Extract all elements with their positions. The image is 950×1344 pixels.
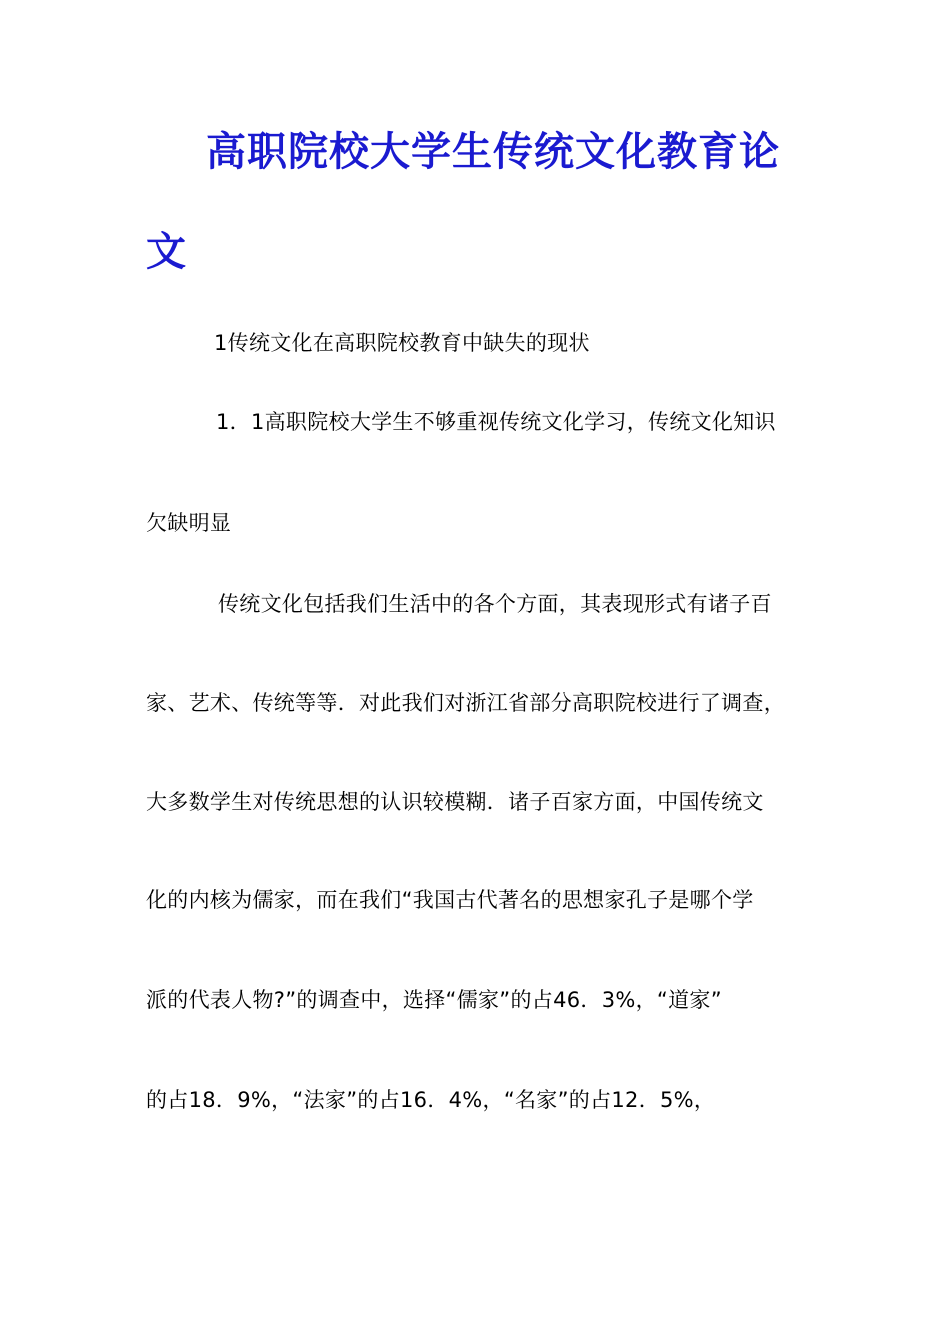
subsection-heading-line-2: 欠缺明显	[146, 511, 232, 535]
paragraph-line: 派的代表人物?”的调查中，选择“儒家”的占46．3%，“道家”	[146, 988, 722, 1012]
subsection-heading-line-1: 1．1高职院校大学生不够重视传统文化学习，传统文化知识	[216, 410, 776, 434]
paragraph-line: 化的内核为儒家，而在我们“我国古代著名的思想家孔子是哪个学	[146, 888, 754, 912]
paragraph-line: 家、艺术、传统等等．对此我们对浙江省部分高职院校进行了调查，	[146, 691, 785, 715]
paragraph-line: 的占18．9%，“法家”的占16．4%，“名家”的占12．5%，	[146, 1088, 716, 1112]
paragraph-line: 传统文化包括我们生活中的各个方面，其表现形式有诸子百	[218, 592, 772, 616]
section-heading-1: 1传统文化在高职院校教育中缺失的现状	[214, 331, 590, 355]
paragraph-line: 大多数学生对传统思想的认识较模糊．诸子百家方面，中国传统文	[146, 790, 764, 814]
document-title-line-1: 高职院校大学生传统文化教育论	[206, 128, 780, 175]
document-title-line-2: 文	[146, 228, 187, 275]
